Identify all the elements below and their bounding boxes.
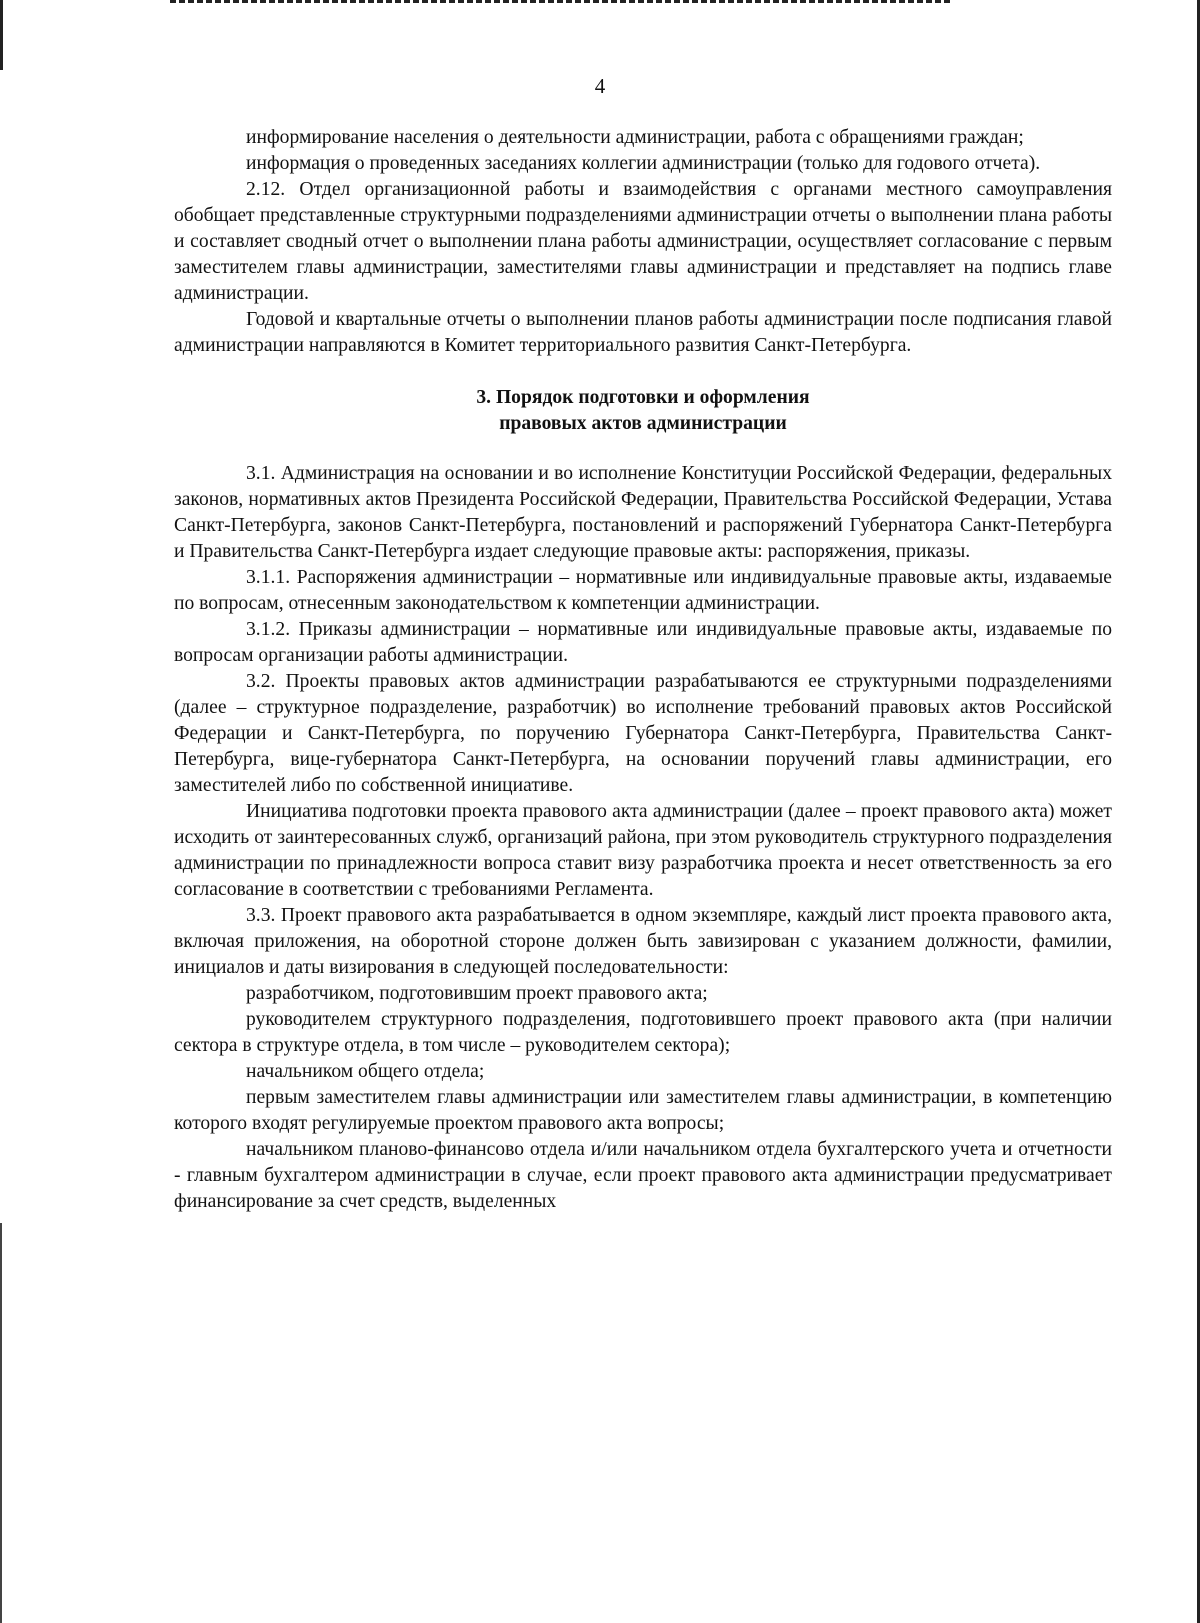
list-item: начальником планово-финансово отдела и/или начальником отдела бухгалтерского учета и отчетности - главным бухгалтером администрации в случае, если проект правового акта администрации предусматривает финансирование за счет средств, выделенных <box>174 1139 1112 1212</box>
list-item: начальником общего отдела; <box>246 1061 485 1082</box>
section-heading <box>174 385 1112 437</box>
list-item: первым заместителем главы администрации или заместителем главы администрации, в компетенцию которого входят регулируемые проектом правового акта вопросы; <box>174 1087 1112 1134</box>
paragraph: информирование населения о деятельности администрации, работа с обращениями граждан; <box>246 127 1024 148</box>
section-title-line-2: правовых актов администрации <box>499 413 787 434</box>
paragraph: 3.1.2. Приказы администрации – нормативные или индивидуальные правовые акты, издаваемые по вопросам организации работы администрации. <box>174 619 1112 666</box>
paragraph: 3.2. Проекты правовых актов администрации разрабатываются ее структурными подразделениями (далее – структурное подразделение, разработчик) во исполнение требований правовых актов Российской Федерации и Санкт-Петербурга, по поручению Губернатора Санкт-Петербурга, Правительства Санкт-Петербурга, вице-губернатора Санкт-Петербурга, на основании поручений главы администрации, его заместителей либо по собственной инициативе. <box>174 671 1112 796</box>
paragraph: 3.3. Проект правового акта разрабатывается в одном экземпляре, каждый лист проекта правового акта, включая приложения, на оборотной стороне должен быть завизирован с указанием должности, фамилии, инициалов и даты визирования в следующей последовательности: <box>174 905 1112 978</box>
document-body <box>174 125 1112 1215</box>
list-item: руководителем структурного подразделения, подготовившего проект правового акта (при наличии сектора в структуре отдела, в том числе – руководителем сектора); <box>174 1009 1112 1056</box>
scan-border-bottom-left <box>0 1223 2 1623</box>
paragraph: 2.12. Отдел организационной работы и взаимодействия с органами местного самоуправления обобщает представленные структурными подразделениями администрации отчеты о выполнении плана работы и составляет сводный отчет о выполнении плана работы администрации, осуществляет согласование с первым заместителем главы администрации, заместителями главы администрации и представляет на подпись главе администрации. <box>174 179 1112 304</box>
page-number: 4 <box>594 74 606 98</box>
paragraph: 3.1.1. Распоряжения администрации – нормативные или индивидуальные правовые акты, издаваемые по вопросам, отнесенным законодательством к компетенции администрации. <box>174 567 1112 614</box>
paragraph: 3.1. Администрация на основании и во исполнение Конституции Российской Федерации, федеральных законов, нормативных актов Президента Российской Федерации, Правительства Российской Федерации, Устава Санкт-Петербурга, законов Санкт-Петербурга, постановлений и распоряжений Губернатора Санкт-Петербурга и Правительства Санкт-Петербурга издает следующие правовые акты: распоряжения, приказы. <box>174 463 1112 562</box>
scan-border-left <box>0 0 3 70</box>
paragraph: Годовой и квартальные отчеты о выполнении планов работы администрации после подписания главой администрации направляются в Комитет территориального развития Санкт-Петербурга. <box>174 309 1112 356</box>
paragraph: информация о проведенных заседаниях коллегии администрации (только для годового отчета). <box>246 153 1041 174</box>
scan-border-top <box>170 0 950 3</box>
section-title-line-1: 3. Порядок подготовки и оформления <box>476 387 810 408</box>
paragraph: Инициатива подготовки проекта правового акта администрации (далее – проект правового акта) может исходить от заинтересованных служб, организаций района, при этом руководитель структурного подразделения администрации по принадлежности вопроса ставит визу разработчика проекта и несет ответственность за его согласование в соответствии с требованиями Регламента. <box>174 801 1112 900</box>
list-item: разработчиком, подготовившим проект правового акта; <box>246 983 708 1004</box>
